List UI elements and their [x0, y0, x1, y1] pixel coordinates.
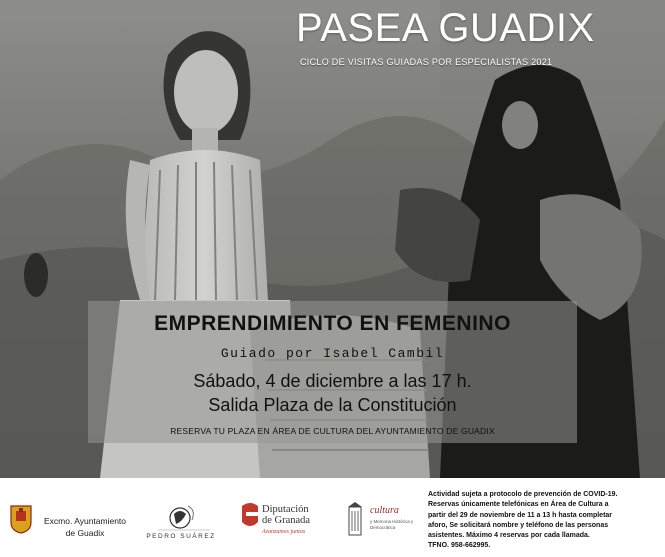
ayuntamiento-line1: Excmo. Ayuntamiento: [43, 516, 127, 526]
cultura-word: cultura: [370, 505, 399, 516]
event-date: Sábado, 4 de diciembre a las 17 h.: [193, 371, 472, 391]
notice-line: asistentes. Máximo 4 reservas por cada llamada.: [428, 532, 590, 540]
notice-line: Reservas únicamente telefónicas en Área de Cultura a: [428, 501, 609, 509]
series-subtitle: CICLO DE VISITAS GUIADAS POR ESPECIALISTAS 2021: [300, 57, 553, 67]
event-info-box: [88, 301, 577, 443]
diputacion-granada-icon: [240, 502, 260, 530]
diputacion-line2: de Granada: [262, 515, 311, 526]
notice-line: Actividad sujeta a protocolo de prevención de COVID-19.: [428, 491, 618, 498]
diputacion-line1: Diputación: [262, 504, 309, 515]
event-reservation-note: RESERVA TU PLAZA EN ÁREA DE CULTURA DEL AYUNTAMIENTO DE GUADIX: [170, 426, 495, 436]
ayuntamiento-guadix-text: [40, 515, 130, 539]
notice-line: aforo, Se solicitará nombre y teléfono de las personas: [428, 521, 609, 529]
covid-reservation-notice: [428, 490, 660, 552]
sponsor-footer: [0, 478, 665, 557]
pedro-suarez-name: PEDRO SUÁREZ: [146, 533, 216, 540]
event-title: EMPRENDIMIENTO EN FEMENINO: [154, 312, 511, 335]
diputacion-granada-name: [262, 504, 332, 526]
ayuntamiento-line2: de Guadix: [65, 528, 105, 538]
guadix-crest-icon: [10, 504, 32, 534]
notice-line: TFNO. 958-662995.: [428, 542, 491, 550]
diputacion-tagline: Avanzamos juntos: [262, 529, 306, 535]
event-meeting-point: Salida Plaza de la Constitución: [208, 395, 457, 415]
cultura-building-icon: [346, 501, 364, 537]
cultura-subtitle: y Memoria Histórica y Democrática: [370, 519, 414, 530]
event-guide: Guiado por Isabel Cambil: [220, 346, 445, 361]
notice-line: partir del 29 de noviembre de 11 a 13 h hasta completar: [428, 511, 613, 519]
series-title: PASEA GUADIX: [296, 6, 595, 50]
